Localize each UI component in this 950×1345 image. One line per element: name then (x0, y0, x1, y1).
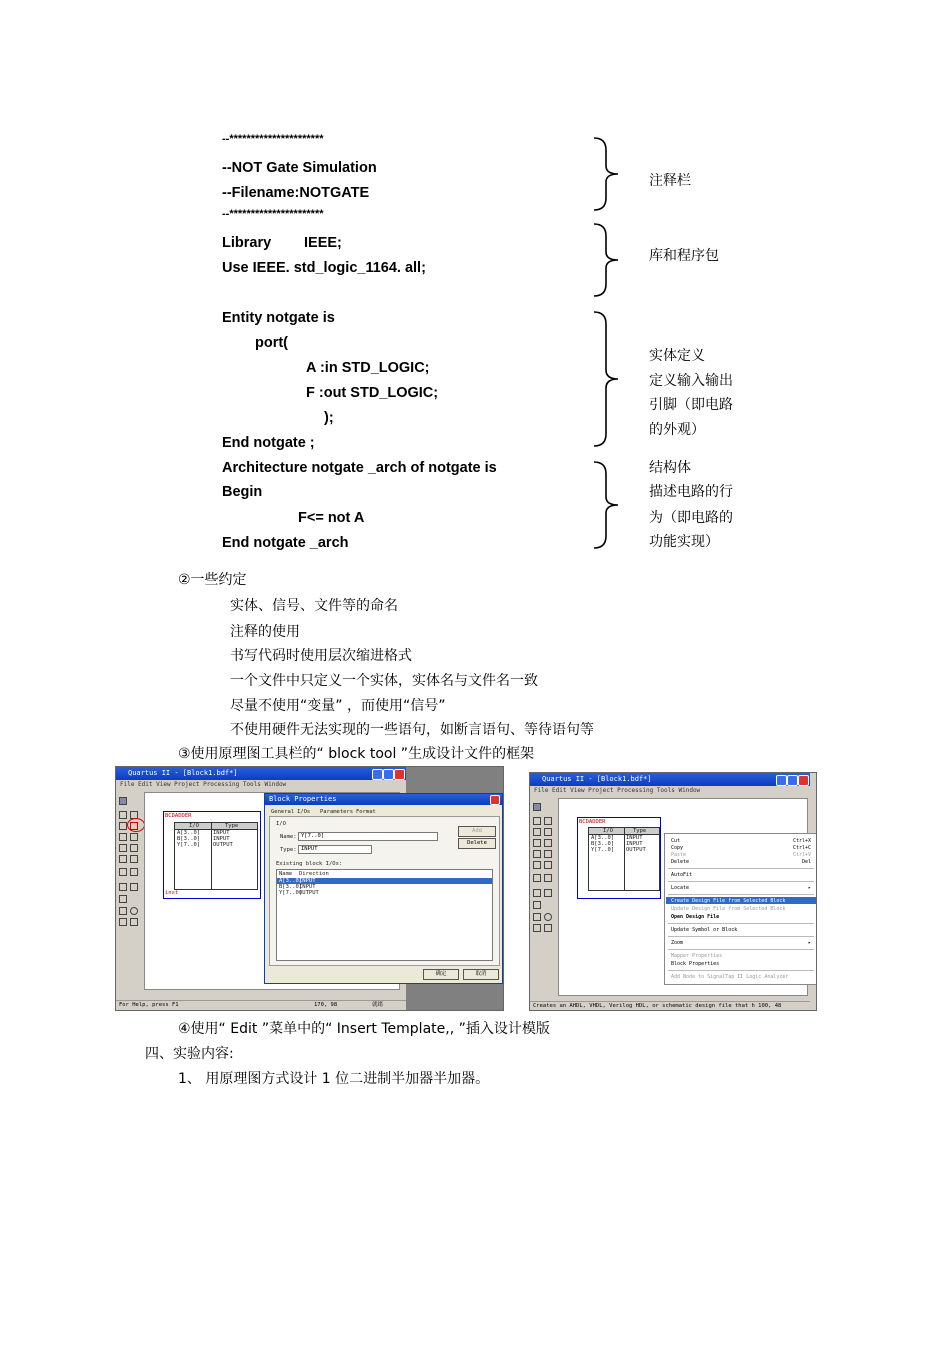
flip-vertical-icon[interactable] (130, 883, 138, 891)
flip-horizontal-icon[interactable] (119, 883, 127, 891)
status-help: For Help, press F1 (119, 1002, 179, 1008)
delete-button[interactable]: Delete (458, 838, 496, 849)
status-bar (116, 1000, 406, 1010)
convention-item: 尽量不使用“变量” ，而使用“信号” (230, 698, 446, 714)
conventions-heading: ②一些约定 (178, 572, 247, 588)
note-arch-3: 为（即电路的 (649, 510, 733, 526)
menu-item-update-symbol[interactable]: Update Symbol or Block (671, 927, 738, 933)
port-line: port( (255, 335, 289, 351)
ellipse-tool-icon[interactable] (544, 913, 552, 921)
step-3-text: ③使用原理图工具栏的“ block tool ”生成设计文件的框架 (178, 746, 535, 762)
status-mode: 就绪 (372, 1002, 384, 1008)
submenu-arrow-icon: ▸ (807, 885, 811, 891)
menu-divider (668, 881, 814, 882)
comment-line-2: --NOT Gate Simulation (222, 160, 377, 176)
port-a-line: A :in STD_LOGIC; (306, 360, 430, 376)
menu-item-block-properties[interactable]: Block Properties (671, 961, 720, 967)
io-row-name[interactable]: Y[7..0] (279, 890, 303, 896)
io-cell: A[3..0] (177, 830, 201, 836)
type-cell: INPUT (626, 841, 643, 847)
port-f-line: F :out STD_LOGIC; (306, 385, 439, 401)
orthogonal-node-tool-icon[interactable] (119, 833, 127, 841)
tab-ios[interactable]: I/Os (297, 809, 311, 815)
select-tool-icon[interactable] (119, 811, 127, 819)
existing-io-list[interactable] (276, 869, 493, 961)
io-row-direction[interactable]: INPUT (299, 878, 316, 884)
menu-bar[interactable]: File Edit View Project Processing Tools Window (120, 781, 287, 788)
flip-horizontal-icon[interactable] (533, 889, 541, 897)
dialog-close-button[interactable] (490, 795, 500, 805)
existing-label: Existing block I/Os: (276, 861, 343, 867)
menu-item-update-design-file[interactable]: Update Design File from Selected Block (671, 906, 786, 912)
menu-item-zoom[interactable]: Zoom (671, 940, 684, 946)
col-name-header: Name (279, 871, 293, 877)
block-properties-dialog (264, 793, 503, 984)
convention-item: 注释的使用 (230, 624, 300, 640)
arc-tool-icon[interactable] (544, 924, 552, 932)
menu-divider (668, 970, 814, 971)
zoom-tool-icon[interactable] (130, 855, 138, 863)
menu-item-autofit[interactable]: AutoFit (671, 872, 693, 878)
menu-shortcut: Ctrl+C (792, 845, 811, 851)
app-icon (533, 803, 541, 811)
line-tool-icon[interactable] (119, 918, 127, 926)
convention-item: 一个文件中只定义一个实体，实体名与文件名一致 (230, 673, 538, 689)
fullscreen-tool-icon[interactable] (119, 868, 127, 876)
comment-line-4: --********************** (222, 208, 324, 220)
maximize-button[interactable] (787, 775, 798, 786)
menu-item-delete[interactable]: Delete (671, 859, 690, 865)
zoom-tool-icon[interactable] (544, 861, 552, 869)
inst-label: inst (165, 890, 179, 896)
window-title: Quartus II - [Block1.bdf*] (116, 767, 406, 780)
note-arch-4: 功能实现） (649, 534, 719, 550)
bcdadder-block[interactable] (577, 817, 661, 899)
menu-divider (668, 949, 814, 950)
rotate-icon[interactable] (533, 901, 541, 909)
maximize-button[interactable] (383, 769, 394, 780)
io-row-direction[interactable]: OUTPUT (299, 890, 319, 896)
rubberband-tool-icon[interactable] (544, 850, 552, 858)
type-cell: INPUT (213, 830, 230, 836)
tab-panel (269, 816, 500, 966)
type-cell: INPUT (626, 835, 643, 841)
note-entity-4: 的外观） (649, 422, 705, 438)
library-keyword: Library (222, 235, 272, 251)
note-entity-3: 引脚（即电路 (649, 397, 733, 413)
io-header: I/O (189, 823, 199, 829)
submenu-arrow-icon: ▸ (807, 940, 811, 946)
partial-line-tool-icon[interactable] (119, 855, 127, 863)
io-row-name[interactable]: B[3..0] (279, 884, 303, 890)
name-field[interactable]: Y[7..0] (298, 832, 438, 841)
status-coords: 170, 98 (314, 1002, 338, 1008)
minimize-button[interactable] (776, 775, 787, 786)
type-cell: INPUT (213, 836, 230, 842)
name-label: Name: (280, 834, 297, 840)
tab-general[interactable]: General (271, 809, 295, 815)
note-arch-1: 结构体 (649, 460, 691, 476)
menu-divider (668, 894, 814, 895)
begin-line: Begin (222, 484, 263, 500)
io-cell: Y[7..0] (177, 842, 201, 848)
conduit-tool-icon[interactable] (119, 844, 127, 852)
menu-item-copy[interactable]: Copy (671, 845, 684, 851)
line-tool-icon[interactable] (533, 924, 541, 932)
io-cell: A[3..0] (591, 835, 615, 841)
arc-tool-icon[interactable] (130, 918, 138, 926)
menu-item-add-node-signaltap[interactable]: Add Node to SignalTap II Logic Analyzer (671, 974, 789, 980)
symbol-tool-icon[interactable] (533, 828, 541, 836)
block-name: BCDADDER (165, 813, 192, 819)
convention-item: 实体、信号、文件等的命名 (230, 598, 398, 614)
end-entity-line: End notgate ; (222, 435, 315, 451)
symbol-tool-icon[interactable] (119, 822, 127, 830)
type-header: Type (225, 823, 239, 829)
comment-line-3: --Filename:NOTGATE (222, 185, 370, 201)
rectangle-tool-icon[interactable] (119, 907, 127, 915)
brace-comment (592, 136, 624, 212)
rotate-icon[interactable] (119, 895, 127, 903)
note-entity-2: 定义输入输出 (649, 373, 733, 389)
io-header: I/O (603, 828, 613, 834)
menu-item-create-design-file[interactable]: Create Design File from Selected Block (671, 898, 786, 904)
context-menu (664, 833, 817, 985)
convention-item: 书写代码时使用层次缩进格式 (230, 648, 412, 664)
type-label: Type: (280, 847, 297, 853)
menu-item-locate[interactable]: Locate (671, 885, 690, 891)
end-arch-line: End notgate _arch (222, 535, 349, 551)
step-4-text: ④使用“ Edit ”菜单中的“ Insert Template,, ”插入设计模版 (178, 1021, 550, 1037)
cancel-button[interactable]: 取消 (463, 969, 499, 980)
brace-library (592, 222, 624, 298)
type-cell: OUTPUT (626, 847, 646, 853)
orthogonal-bus-tool-icon[interactable] (544, 839, 552, 847)
brace-architecture (592, 460, 624, 550)
block-tool-icon[interactable] (544, 828, 552, 836)
note-comment: 注释栏 (649, 173, 691, 189)
assign-line: F<= not A (298, 510, 365, 526)
ellipse-tool-icon[interactable] (130, 907, 138, 915)
select-tool-icon[interactable] (533, 817, 541, 825)
ok-button[interactable]: 确定 (423, 969, 459, 980)
find-tool-icon[interactable] (130, 868, 138, 876)
brace-entity (592, 310, 624, 448)
menu-bar[interactable]: File Edit View Project Processing Tools Window (534, 787, 701, 794)
close-button[interactable] (394, 769, 405, 780)
window-title: Quartus II - [Block1.bdf*] (530, 773, 810, 786)
bcdadder-block[interactable] (163, 811, 261, 899)
flip-vertical-icon[interactable] (544, 889, 552, 897)
text-tool-icon[interactable] (544, 817, 552, 825)
menu-shortcut: Ctrl+X (792, 838, 811, 844)
fullscreen-tool-icon[interactable] (533, 874, 541, 882)
partial-line-tool-icon[interactable] (533, 861, 541, 869)
dialog-title: Block Properties (265, 794, 502, 805)
io-table (588, 827, 660, 891)
use-line: Use IEEE. std_logic_1164. all; (222, 260, 426, 276)
app-icon (119, 797, 127, 805)
menu-item-cut[interactable]: Cut (671, 838, 681, 844)
io-cell: B[3..0] (177, 836, 201, 842)
io-row-name[interactable]: A[3..0] (279, 878, 303, 884)
status-bar: Creates an AHDL, VHDL, Verilog HDL, or schematic design file that h 100, 48 (530, 1001, 810, 1010)
menu-item-open-design-file[interactable]: Open Design File (671, 914, 720, 920)
add-button[interactable]: Add (458, 826, 496, 837)
entity-line: Entity notgate is (222, 310, 335, 326)
rubberband-tool-icon[interactable] (130, 844, 138, 852)
library-value: IEEE; (304, 235, 342, 251)
find-tool-icon[interactable] (544, 874, 552, 882)
menu-shortcut: Ctrl+V (792, 852, 811, 858)
note-arch-2: 描述电路的行 (649, 484, 733, 500)
menu-divider (668, 936, 814, 937)
tab-parameters[interactable]: Parameters (320, 809, 354, 815)
col-direction-header: Direction (299, 871, 329, 877)
menu-divider (668, 923, 814, 924)
task-1-text: 1、 用原理图方式设计 1 位二进制半加器半加器。 (178, 1071, 490, 1087)
io-cell: B[3..0] (591, 841, 615, 847)
orthogonal-bus-tool-icon[interactable] (130, 833, 138, 841)
minimize-button[interactable] (372, 769, 383, 780)
menu-item-paste[interactable]: Paste (671, 852, 687, 858)
architecture-line: Architecture notgate _arch of notgate is (222, 460, 497, 476)
close-button[interactable] (798, 775, 809, 786)
highlight-circle (127, 818, 145, 832)
rectangle-tool-icon[interactable] (533, 913, 541, 921)
block-name: BCDADDER (579, 819, 606, 825)
section-4-heading: 四、实验内容: (145, 1046, 234, 1062)
conduit-tool-icon[interactable] (533, 850, 541, 858)
convention-item: 不使用硬件无法实现的一些语句，如断言语句、等待语句等 (230, 722, 594, 738)
menu-item-mapper-properties[interactable]: Mapper Properties (671, 953, 723, 959)
port-close-line: ); (324, 410, 334, 426)
io-group-label: I/O (276, 821, 286, 827)
screenshot-right (529, 772, 817, 1011)
io-row-direction[interactable]: INPUT (299, 884, 316, 890)
io-cell: Y[7..0] (591, 847, 615, 853)
type-select[interactable]: INPUT (298, 845, 372, 854)
menu-shortcut: Del (801, 859, 811, 865)
type-cell: OUTPUT (213, 842, 233, 848)
menu-divider (668, 868, 814, 869)
screenshot-left (115, 766, 504, 1011)
orthogonal-node-tool-icon[interactable] (533, 839, 541, 847)
note-library: 库和程序包 (649, 248, 719, 264)
comment-line-1: --********************** (222, 133, 324, 145)
io-table (174, 822, 258, 890)
tab-format[interactable]: Format (356, 809, 376, 815)
type-header: Type (633, 828, 647, 834)
note-entity-1: 实体定义 (649, 348, 705, 364)
